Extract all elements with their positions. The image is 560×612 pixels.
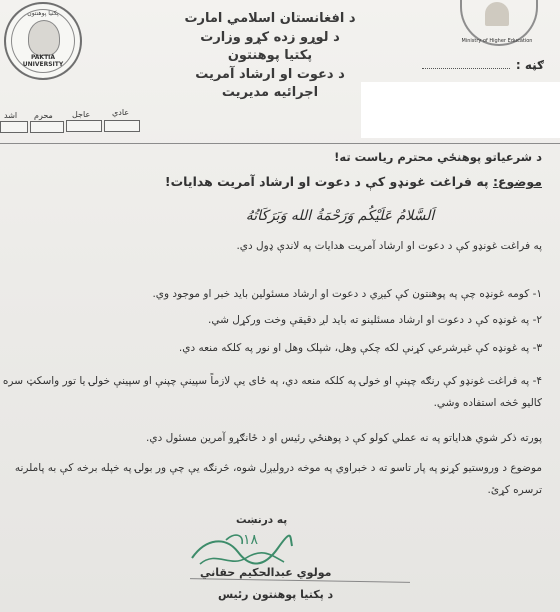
- paragraph-4-line-1: ۴- په فراغت غونډو کې رنګه چپنې او خولۍ په کلکه منعه دي، په ځای یې لازماً سپینې چپنې او سپینې خولۍ یا تور واسکټ سره: [2, 375, 542, 387]
- box-normal-label: عادي: [112, 108, 130, 117]
- box-very-urgent: [0, 121, 28, 133]
- logo-top-text: پکتیا پوهنتون: [27, 10, 59, 17]
- box-confidential-label: محرم: [34, 111, 53, 120]
- reference-number-field: [424, 58, 544, 72]
- letterhead: [170, 10, 370, 103]
- paragraph-2: ۲- په غونډه کې د دعوت او ارشاد مسئلینو ته باید لږ دقیقې وخت ورکړل شي.: [208, 314, 542, 326]
- header-line-4: د دعوت او ارشاد آمریت: [195, 66, 345, 82]
- reference-number-label: ګڼه :: [515, 58, 544, 72]
- signatory-name: مولوي عبدالحکیم حقاني: [200, 566, 332, 579]
- box-urgent-label: عاجل: [72, 110, 91, 119]
- ministry-logo-text: Ministry of Higher Education: [461, 38, 533, 44]
- paragraph-4-line-2: کالیو څخه استفاده وشي.: [433, 397, 542, 409]
- closing-paragraph-1: پورته ذکر شوي هدایاتو په نه عملي کولو کې د پوهنځي رئیس او د ځانګړو آمرین مسئول دي.: [146, 432, 542, 444]
- logo-university-text: PAKTIA UNIVERSITY: [22, 54, 64, 68]
- box-urgent: [66, 120, 102, 132]
- paktia-university-logo: [4, 2, 82, 80]
- signatory-role: د پکتیا پوهنتون رئیس: [218, 588, 334, 601]
- box-confidential: [30, 121, 64, 133]
- box-normal: [104, 120, 140, 132]
- ministry-logo: [452, 0, 542, 52]
- logo-emblem-icon: [28, 20, 60, 56]
- header-line-2: د لوړو زده کړو وزارت: [200, 29, 340, 45]
- signature-title: په درنښت: [236, 514, 288, 526]
- header-line-3: پکتیا پوهنتون: [227, 48, 313, 63]
- subject-label: موضوع:: [492, 174, 542, 189]
- closing-paragraph-2-line-2: ترسره کړئ.: [487, 484, 542, 496]
- header-divider: [0, 143, 560, 144]
- reference-number-line: [422, 68, 510, 69]
- header-line-1: د افغانستان اسلامي امارت: [184, 11, 356, 26]
- redacted-area: [361, 82, 560, 138]
- box-very-urgent-label: اشد: [4, 111, 18, 120]
- subject-text: په فراغت غونډو کې د دعوت او ارشاد آمریت هدایات!: [164, 174, 493, 189]
- subject-line: [165, 174, 542, 189]
- addressee: د شرعیاتو پوهنځي محترم ریاست ته!: [334, 150, 542, 164]
- header-line-5: اجرائیه مدیریت: [221, 85, 319, 100]
- closing-paragraph-2-line-1: موضوع د وروستیو کړنو په پار تاسو ته د خبراوي په موخه دروليږل شوه، څرنګه يې چې ور بولۍ په خپله برخه کې به پاملرنه: [14, 462, 542, 474]
- paragraph-3: ۳- په غونډه کې غیرشرعي کړنې لکه چکې وهل، شپلک وهل او نور په کلکه منعه دي.: [178, 342, 542, 354]
- paragraph-intro: په فراغت غونډو کې د دعوت او ارشاد آمریت هدایات په لاندې ډول دي.: [236, 240, 542, 252]
- mosque-icon: [485, 2, 509, 26]
- greeting: اَلسَّلامُ عَلَيْكُم وَرَحْمَةُ الله وَبَرَكَاتُهُ: [245, 208, 435, 224]
- signature-number: ۱۸: [242, 532, 258, 548]
- paragraph-1: ۱- کومه غونډه چې په پوهنتون کې کیږي د دعوت او ارشاد مسئولین باید خبر او موجود وي.: [152, 288, 542, 300]
